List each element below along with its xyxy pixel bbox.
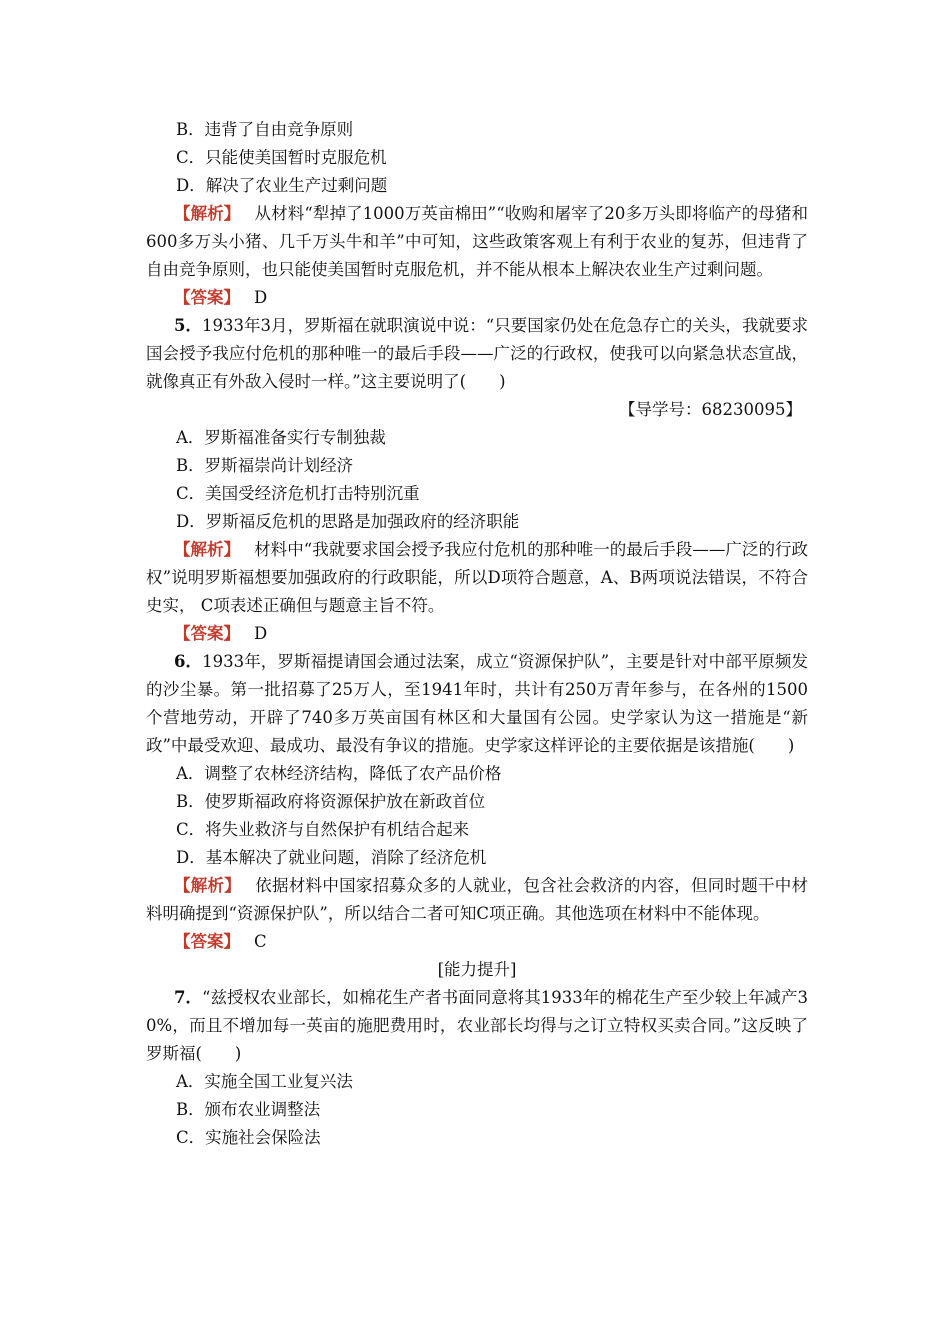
q5-number: 5． — [174, 316, 203, 335]
q6-number: 6． — [174, 652, 203, 671]
q7-option-a: A．实施全国工业复兴法 — [176, 1072, 353, 1091]
q7-stem-text: “兹授权农业部长，如棉花生产者书面同意将其1933年的棉花生产至少较上年减产30%，而且不增加每一英亩的施肥费用时，农业部长均得与之订立特权买卖合同。”这反映了罗斯福( ) — [146, 988, 808, 1063]
q5-analysis-text: 材料中“我就要求国会授予我应付危机的那种唯一的最后手段——广泛的行政权”说明罗斯福想要加强政府的行政职能，所以D项符合题意，A、B两项说法错误，不符合史实， C项表述正确但与题意主旨不符。 — [146, 540, 809, 615]
q4-analysis — [146, 200, 808, 284]
q7-stem — [146, 984, 808, 1068]
q7-option-c: C．实施社会保险法 — [176, 1128, 321, 1147]
q5-option-a: A．罗斯福准备实行专制独裁 — [176, 428, 386, 447]
q4-analysis-text: 从材料“犁掉了1000万英亩棉田”“收购和屠宰了20多万头即将临产的母猪和600多万头小猪、几千万头牛和羊”中可知，这些政策客观上有利于农业的复苏，但违背了自由竞争原则，也只能使美国暂时克服危机，并不能从根本上解决农业生产过剩问题。 — [146, 204, 809, 279]
q5-stem — [146, 312, 808, 396]
q6-option-c: C．将失业救济与自然保护有机结合起来 — [176, 820, 470, 839]
answer-tag: 【答案】 — [174, 288, 240, 307]
answer-tag: 【答案】 — [174, 624, 240, 643]
q5-analysis — [146, 536, 808, 620]
q6-option-b: B．使罗斯福政府将资源保护放在新政首位 — [176, 792, 486, 811]
q4-answer-value: D — [254, 288, 268, 307]
q6-stem — [146, 648, 808, 760]
q5-answer-value: D — [254, 624, 268, 643]
question-column — [146, 116, 808, 1152]
q4-option-b: B．违背了自由竞争原则 — [176, 120, 354, 139]
q6-option-d: D．基本解决了就业问题，消除了经济危机 — [176, 848, 487, 867]
q6-stem-text: 1933年，罗斯福提请国会通过法案，成立“资源保护队”，主要是针对中部平原频发的沙尘暴。第一批招募了25万人，至1941年时，共计有250万青年参与，在各州的1500个营地劳动，开辟了740多万英亩国有林区和大量国有公园。史学家认为这一措施是“新政”中最受欢迎、最成功、最没有争议的措施。史学家这样评论的主要依据是该措施( ) — [146, 652, 808, 755]
q4-answer — [146, 284, 808, 312]
q5-option-c: C．美国受经济危机打击特别沉重 — [176, 484, 420, 503]
q5-answer — [146, 620, 808, 648]
q7-number: 7． — [174, 988, 203, 1007]
q6-answer — [146, 928, 808, 956]
q4-option-d: D．解决了农业生产过剩问题 — [176, 176, 388, 195]
q7-option-b: B．颁布农业调整法 — [176, 1100, 321, 1119]
q6-answer-value: C — [254, 932, 267, 951]
analysis-tag: 【解析】 — [174, 204, 241, 223]
analysis-tag: 【解析】 — [174, 540, 241, 559]
q5-option-b: B．罗斯福崇尚计划经济 — [176, 456, 354, 475]
q6-analysis-text: 依据材料中国家招募众多的人就业，包含社会救济的内容，但同时题干中材料明确提到“资源保护队”，所以结合二者可知C项正确。其他选项在材料中不能体现。 — [146, 876, 809, 923]
q4-option-c: C．只能使美国暂时克服危机 — [176, 148, 387, 167]
q5-option-d: D．罗斯福反危机的思路是加强政府的经济职能 — [176, 512, 520, 531]
q5-guide-number: 【导学号：68230095】 — [619, 400, 802, 419]
section-heading: [能力提升] — [437, 960, 517, 979]
analysis-tag: 【解析】 — [174, 876, 242, 895]
answer-tag: 【答案】 — [174, 932, 240, 951]
q6-option-a: A．调整了农林经济结构，降低了农产品价格 — [176, 764, 502, 783]
q6-analysis — [146, 872, 808, 928]
q5-stem-text: 1933年3月，罗斯福在就职演说中说：“只要国家仍处在危急存亡的关头，我就要求国会授予我应付危机的那种唯一的最后手段——广泛的行政权，使我可以向紧急状态宣战，就像真正有外敌入侵时一样。”这主要说明了( ) — [146, 316, 808, 391]
